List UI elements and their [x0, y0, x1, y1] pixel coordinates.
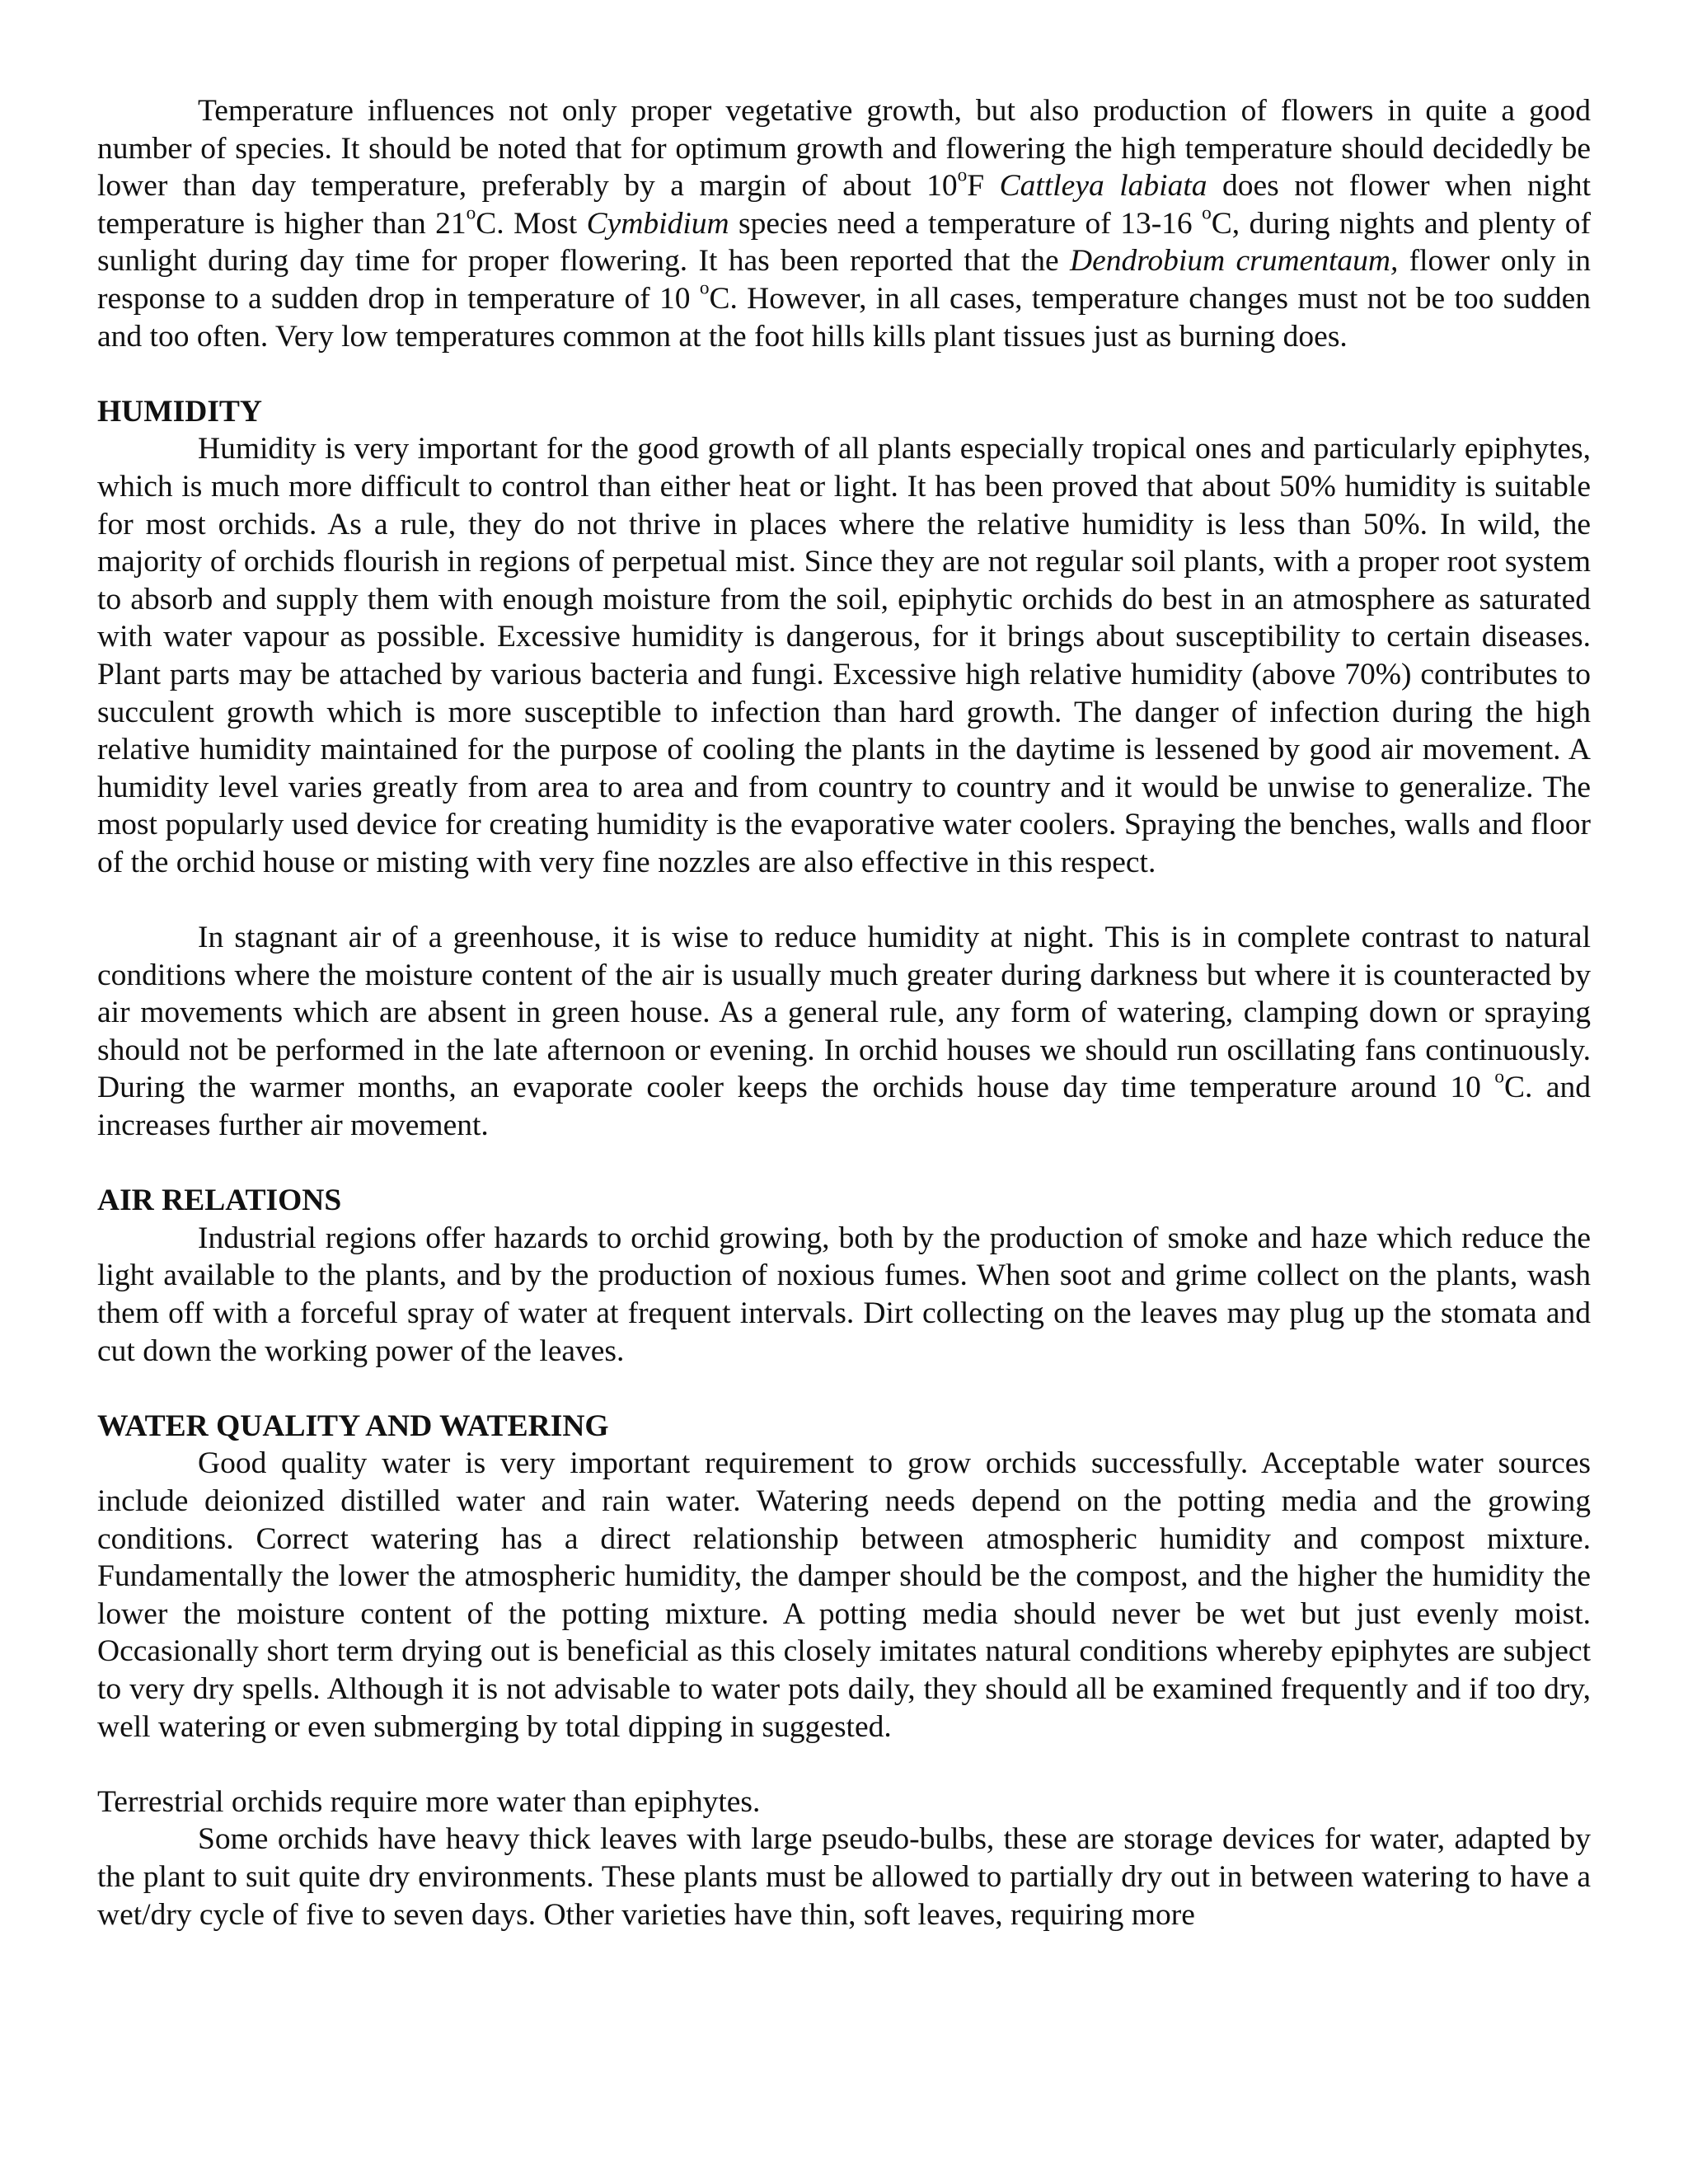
degree-symbol: o: [1494, 1066, 1504, 1088]
water-quality-paragraph-2: Terrestrial orchids require more water than epiphytes.: [97, 1784, 761, 1819]
degree-symbol: o: [957, 164, 968, 186]
degree-symbol: o: [466, 202, 476, 224]
species-name: Cymbidium: [586, 206, 729, 241]
water-quality-paragraph-3: Some orchids have heavy thick leaves with large pseudo-bulbs, these are storage devices for water, adapted by the plant to suit quite dry environments. These plants must be allowed to partially dry out in between watering to have a wet/dry cycle of five to seven days. Other varieties have thin, soft leaves, requiring more: [97, 1822, 1591, 1932]
humidity-heading: HUMIDITY: [97, 394, 263, 429]
humidity-paragraph-1: Humidity is very important for the good growth of all plants especially tropical ones and particularly epiphytes, which is much more difficult to control than either heat or light. It has been proved that about 50% humidity is suitable for most orchids. As a rule, they do not thrive in places where the relative humidity is less than 50%. In wild, the majority of orchids flourish in regions of perpetual mist. Since they are not regular soil plants, with a proper root system to absorb and supply them with enough moisture from the soil, epiphytic orchids do best in an atmosphere as saturated with water vapour as possible. Excessive humidity is dangerous, for it brings about susceptibility to certain diseases. Plant parts may be attached by various bacteria and fungi. Excessive high relative humidity (above 70%) contributes to succulent growth which is more susceptible to infection than hard growth. The danger of infection during the high relative humidity maintained for the purpose of cooling the plants in the daytime is lessened by good air movement. A humidity level varies greatly from area to area and from country to country and it would be unwise to generalize. The most popularly used device for creating humidity is the evaporative water coolers. Spraying the benches, walls and floor of the orchid house or misting with very fine nozzles are also effective in this respect.: [97, 432, 1591, 879]
water-quality-heading: WATER QUALITY AND WATERING: [97, 1408, 609, 1443]
air-relations-paragraph: Industrial regions offer hazards to orchid growing, both by the production of smoke and haze which reduce the light available to the plants, and by the production of noxious fumes. When soot and grime collect on the plants, wash them off with a forceful spray of water at frequent intervals. Dirt collecting on the leaves may plug up the stomata and cut down the working power of the leaves.: [97, 1221, 1591, 1368]
humidity-paragraph-2: In stagnant air of a greenhouse, it is wise to reduce humidity at night. This is in complete contrast to natural conditions where the moisture content of the air is usually much greater during darkness but where it is counteracted by air movements which are absent in green house. As a general rule, any form of watering, clamping down or spraying should not be performed in the late afternoon or evening. In orchid houses we should run oscillating fans continuously. During the warmer months, an evaporate cooler keeps the orchids house day time temperature around 10 $^o$C. and increases further air movement.: [97, 921, 1591, 1143]
degree-symbol: o: [1202, 202, 1212, 224]
degree-symbol: o: [699, 277, 710, 299]
document-page: [97, 92, 1591, 1933]
water-quality-paragraph-1: Good quality water is very important requirement to grow orchids successfully. Acceptable water sources include deionized distilled water and rain water. Watering needs depend on the potting media and the growing conditions. Correct watering has a direct relationship between atmospheric humidity and compost mixture. Fundamentally the lower the atmospheric humidity, the damper should be the compost, and the higher the humidity the lower the moisture content of the potting mixture. A potting media should never be wet but just evenly moist. Occasionally short term drying out is beneficial as this closely imitates natural conditions whereby epiphytes are subject to very dry spells. Although it is not advisable to water pots daily, they should all be examined frequently and if too dry, well watering or even submerging by total dipping in suggested.: [97, 1446, 1591, 1744]
air-relations-heading: AIR RELATIONS: [97, 1183, 342, 1218]
species-name: Dendrobium crumentaum,: [1070, 244, 1399, 279]
species-name: Cattleya labiata: [999, 169, 1207, 204]
temperature-paragraph: Temperature influences not only proper vegetative growth, but also production of flowers in quite a good number of species. It should be noted that for optimum growth and flowering the high temperature should decidedly be lower than day temperature, preferably by a margin of about 10$^o$F Cattleya labiata does not flower when night temperature is higher than 21$^o$C. Most Cymbidium species need a temperature of 13-16 $^o$C, during nights and plenty of sunlight during day time for proper flowering. It has been reported that the Dendrobium crumentaum, flower only in response to a sudden drop in temperature of 10 $^o$C. However, in all cases, temperature changes must not be too sudden and too often. Very low temperatures common at the foot hills kills plant tissues just as burning does.: [97, 94, 1591, 354]
